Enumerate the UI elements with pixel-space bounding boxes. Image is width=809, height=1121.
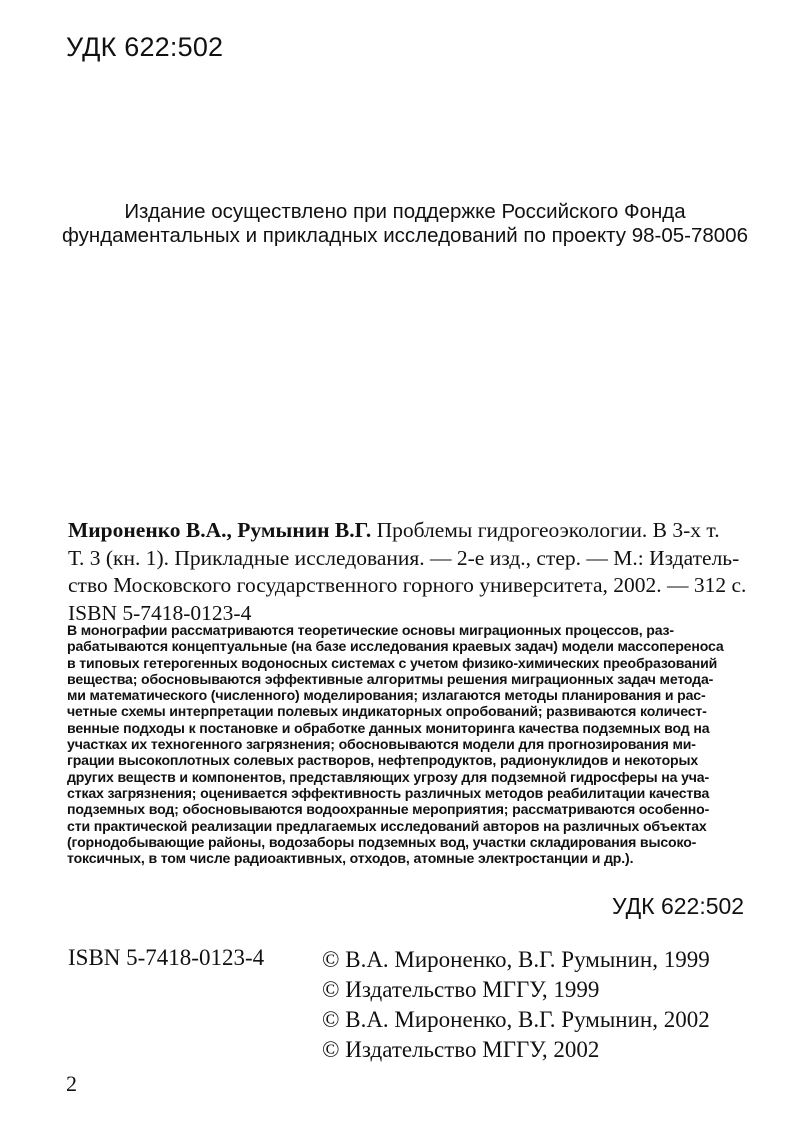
abstract-line: участках их техногенного загрязнения; обосновываются модели для прогнозирования ми- <box>67 736 696 753</box>
abstract-line: грации высокоплотных солевых растворов, нефтепродуктов, радионуклидов и некоторых <box>67 752 699 769</box>
abstract-line: токсичных, в том числе радиоактивных, отходов, атомные электростанции и др.). <box>67 850 634 867</box>
abstract <box>67 622 745 866</box>
abstract-line: сти практической реализации предлагаемых исследований авторов на различных объектах <box>67 817 707 834</box>
bibliographic-record <box>68 517 758 627</box>
copyright-line: © Издательство МГГУ, 2002 <box>322 1037 600 1062</box>
copyright-block <box>322 945 710 1065</box>
abstract-line: ми математического (численного) моделирования; излагаются методы планирования и рас- <box>67 687 706 704</box>
abstract-line: рабатываются концептуальные (на базе исследования краевых задач) модели массопереноса <box>67 638 724 655</box>
abstract-line: подземных вод; обосновываются водоохранные мероприятия; рассматриваются особенно- <box>67 801 710 818</box>
udk-code-top: УДК 622:502 <box>66 32 224 62</box>
authors: Мироненко В.А., Румынин В.Г. <box>68 518 372 542</box>
copyright-line: © В.А. Мироненко, В.Г. Румынин, 1999 <box>322 947 710 972</box>
abstract-line: других веществ и компонентов, представляющих угрозу для подземной гидросферы на уча- <box>67 768 710 785</box>
funding-note <box>60 200 750 248</box>
abstract-line: венные подходы к постановке и обработке данных мониторинга качества подземных вод на <box>67 719 710 736</box>
abstract-line: стках загрязнения; оценивается эффективность различных методов реабилитации качества <box>67 784 710 801</box>
biblio-line-1 <box>68 517 758 545</box>
biblio-line-3: ство Московского государственного горного университета, 2002. — 312 с. <box>68 573 747 597</box>
abstract-line: в типовых гетерогенных водоносных системах с учетом физико-химических преобразований <box>67 654 718 671</box>
abstract-line: В монографии рассматриваются теоретические основы миграционных процессов, раз- <box>67 622 674 638</box>
abstract-line: вещества; обосновываются эффективные алгоритмы решения миграционных задач метода- <box>67 670 714 687</box>
copyright-line: © Издательство МГГУ, 1999 <box>322 977 600 1002</box>
biblio-line-2: Т. 3 (кн. 1). Прикладные исследования. — 2-е изд., стер. — М.: Издатель- <box>68 545 740 570</box>
isbn: ISBN 5-7418-0123-4 <box>68 945 265 970</box>
udk-code-bottom: УДК 622:502 <box>612 893 745 919</box>
page-number: 2 <box>66 1071 77 1096</box>
funding-note-line-2: фундаментальных и прикладных исследований по проекту 98-05-78006 <box>62 224 748 247</box>
biblio-isbn: ISBN 5-7418-0123-4 <box>68 600 252 625</box>
funding-note-line-1: Издание осуществлено при поддержке Российского Фонда <box>124 200 686 223</box>
title: Проблемы гидрогеоэкологии. В 3-х т. <box>371 518 720 542</box>
abstract-line: четные схемы интерпретации полевых индикаторных опробований; развиваются количест- <box>67 703 707 720</box>
abstract-line: (горнодобывающие районы, водозаборы подземных вод, участки складирования высоко- <box>67 833 697 850</box>
copyright-line: © В.А. Мироненко, В.Г. Румынин, 2002 <box>322 1007 710 1032</box>
